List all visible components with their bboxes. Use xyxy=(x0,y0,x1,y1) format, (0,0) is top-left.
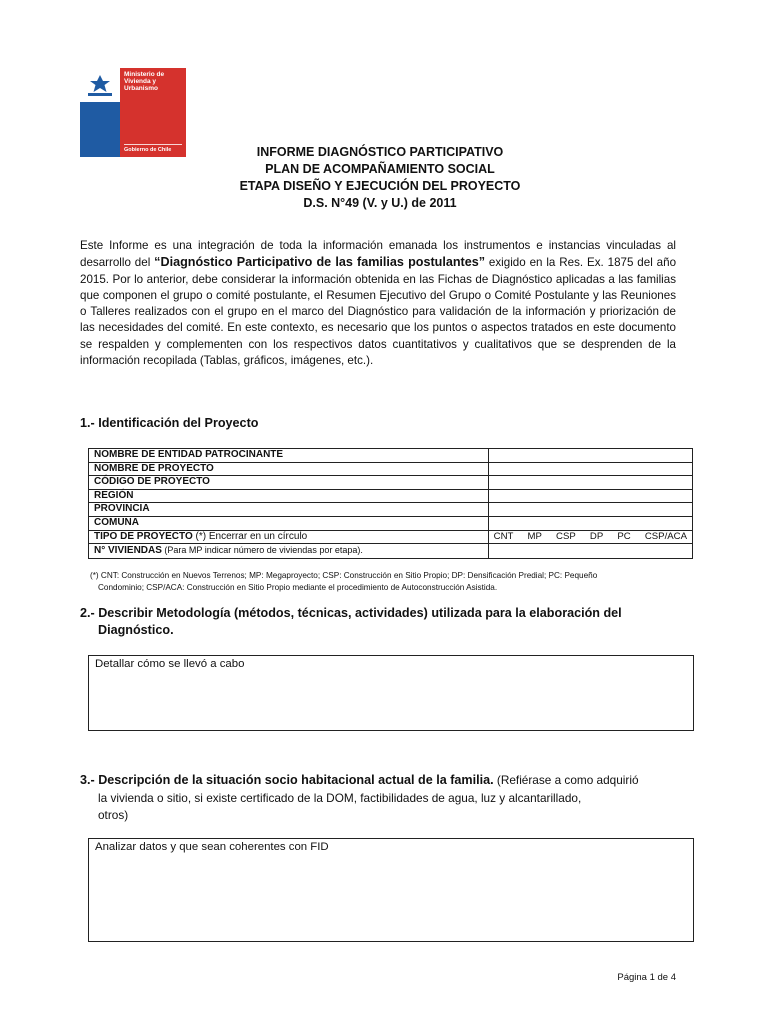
page-number: Página 1 de 4 xyxy=(617,972,676,983)
section3-heading xyxy=(80,772,676,789)
table-row xyxy=(89,449,693,463)
table-row xyxy=(89,544,693,559)
viviendas-value-cell[interactable] xyxy=(488,544,692,559)
situation-textbox[interactable] xyxy=(88,838,694,942)
intro-emphasis: “Diagnóstico Participativo de las familias postulantes” xyxy=(154,255,486,270)
methodology-textbox[interactable] xyxy=(88,655,694,731)
option-mp[interactable]: MP xyxy=(527,530,542,542)
row-label-tipo xyxy=(89,530,489,544)
section2-heading-line2: Diagnóstico. xyxy=(98,623,174,637)
logo-gob-text: Gobierno de Chile xyxy=(124,147,172,153)
table-row xyxy=(89,516,693,530)
option-csp[interactable]: CSP xyxy=(556,530,576,542)
table-row xyxy=(89,489,693,503)
document-title xyxy=(200,144,560,212)
intro-text-2: exigido en la Res. Ex. 1875 del año 2015. Por lo anterior, debe considerar la información obtenida en las Fichas de Diagnóstico aplicadas a las familias que componen el grupo o comité postulante, el Resumen Ejecutivo del Grupo o Comité Postulante y las Reuniones o Talleres realizados con el grupo en el marco del Diagnóstico para validación de la información y priorización de las necesidades del comité. En este contexto, es necesario que los puntos o aspectos tratados en este documento se respalden y complementen con los respectivos datos cuantitativos y cualitativos que se desprenden de la información recopilada (Tablas, gráficos, imágenes, etc.). xyxy=(80,256,677,368)
coat-of-arms-icon xyxy=(85,71,115,99)
option-cnt[interactable]: CNT xyxy=(493,530,514,542)
tipo-note: (*) Encerrar en un círculo xyxy=(192,530,308,542)
table-footnote xyxy=(90,570,690,593)
ministry-logo xyxy=(80,68,186,157)
row-label-comuna: COMUNA xyxy=(89,516,489,530)
section3-title: 3.- Descripción de la situación socio habitacional actual de la familia. xyxy=(80,773,494,787)
row-label-viviendas xyxy=(89,544,489,559)
codigo-value-cell[interactable] xyxy=(488,476,692,490)
tipo-options-cell[interactable] xyxy=(488,530,692,544)
region-value-cell[interactable] xyxy=(488,489,692,503)
table-row xyxy=(89,503,693,517)
logo-ministry-text xyxy=(124,71,164,92)
table-row xyxy=(89,476,693,490)
section2-heading xyxy=(80,605,676,639)
title-line2: PLAN DE ACOMPAÑAMIENTO SOCIAL xyxy=(265,162,495,176)
section3-note2: la vivienda o sitio, si existe certificado de la DOM, factibilidades de agua, luz y alcantarillado, xyxy=(98,791,582,805)
situation-placeholder: Analizar datos y que sean coherentes con FID xyxy=(95,841,329,853)
nombre-value-cell[interactable] xyxy=(488,462,692,476)
comuna-value-cell[interactable] xyxy=(488,516,692,530)
project-type-options xyxy=(494,531,687,544)
row-label-entidad: NOMBRE DE ENTIDAD PATROCINANTE xyxy=(89,449,489,463)
viviendas-note: (Para MP indicar número de viviendas por etapa). xyxy=(161,545,363,556)
methodology-placeholder: Detallar cómo se llevó a cabo xyxy=(95,658,245,670)
section3-note-continued xyxy=(98,790,678,824)
section1-heading: 1.- Identificación del Proyecto xyxy=(80,416,259,430)
entidad-value-cell[interactable] xyxy=(488,449,692,463)
logo-shield-area xyxy=(80,68,120,102)
title-line1: INFORME DIAGNÓSTICO PARTICIPATIVO xyxy=(256,145,504,159)
option-pc[interactable]: PC xyxy=(617,530,631,542)
option-csp-aca[interactable]: CSP/ACA xyxy=(644,530,687,542)
title-line4: D.S. N°49 (V. y U.) de 2011 xyxy=(303,196,457,210)
table-row xyxy=(89,530,693,544)
table-row xyxy=(89,462,693,476)
intro-text-1: Este Informe es una integración de toda la información emanada los instrumentos e instancias vinculadas al desarrollo del xyxy=(80,239,676,270)
project-identification-table xyxy=(88,448,693,559)
logo-line3: Urbanismo xyxy=(124,85,158,92)
logo-divider xyxy=(124,144,182,145)
section3-note1: (Refiérase a como adquirió xyxy=(493,773,639,787)
title-line3: ETAPA DISEÑO Y EJECUCIÓN DEL PROYECTO xyxy=(239,179,521,193)
row-label-provincia: PROVINCIA xyxy=(89,503,489,517)
row-label-codigo: CÓDIGO DE PROYECTO xyxy=(89,476,489,490)
section2-heading-line1: 2.- Describir Metodología (métodos, técnicas, actividades) utilizada para la elaboración del xyxy=(80,606,622,620)
footnote-line2: Condominio; CSP/ACA: Construcción en Sitio Propio mediante el procedimiento de Autoconstrucción Asistida. xyxy=(98,582,498,592)
logo-red-band xyxy=(120,68,186,157)
logo-line1: Ministerio de xyxy=(124,71,165,78)
section3-note3: otros) xyxy=(98,808,129,822)
logo-blue-band xyxy=(80,68,120,157)
row-label-region: REGIÓN xyxy=(89,489,489,503)
viviendas-label: N° VIVIENDAS xyxy=(94,545,162,557)
option-dp[interactable]: DP xyxy=(589,530,604,542)
intro-paragraph xyxy=(80,238,676,369)
provincia-value-cell[interactable] xyxy=(488,503,692,517)
tipo-label: TIPO DE PROYECTO xyxy=(94,530,193,542)
row-label-nombre: NOMBRE DE PROYECTO xyxy=(89,462,489,476)
logo-line2: Vivienda y xyxy=(124,78,157,85)
footnote-line1: (*) CNT: Construcción en Nuevos Terrenos; MP: Megaproyecto; CSP: Construcción en Sitio Propio; DP: Densificación Predial; PC: Pequeño xyxy=(90,571,598,580)
